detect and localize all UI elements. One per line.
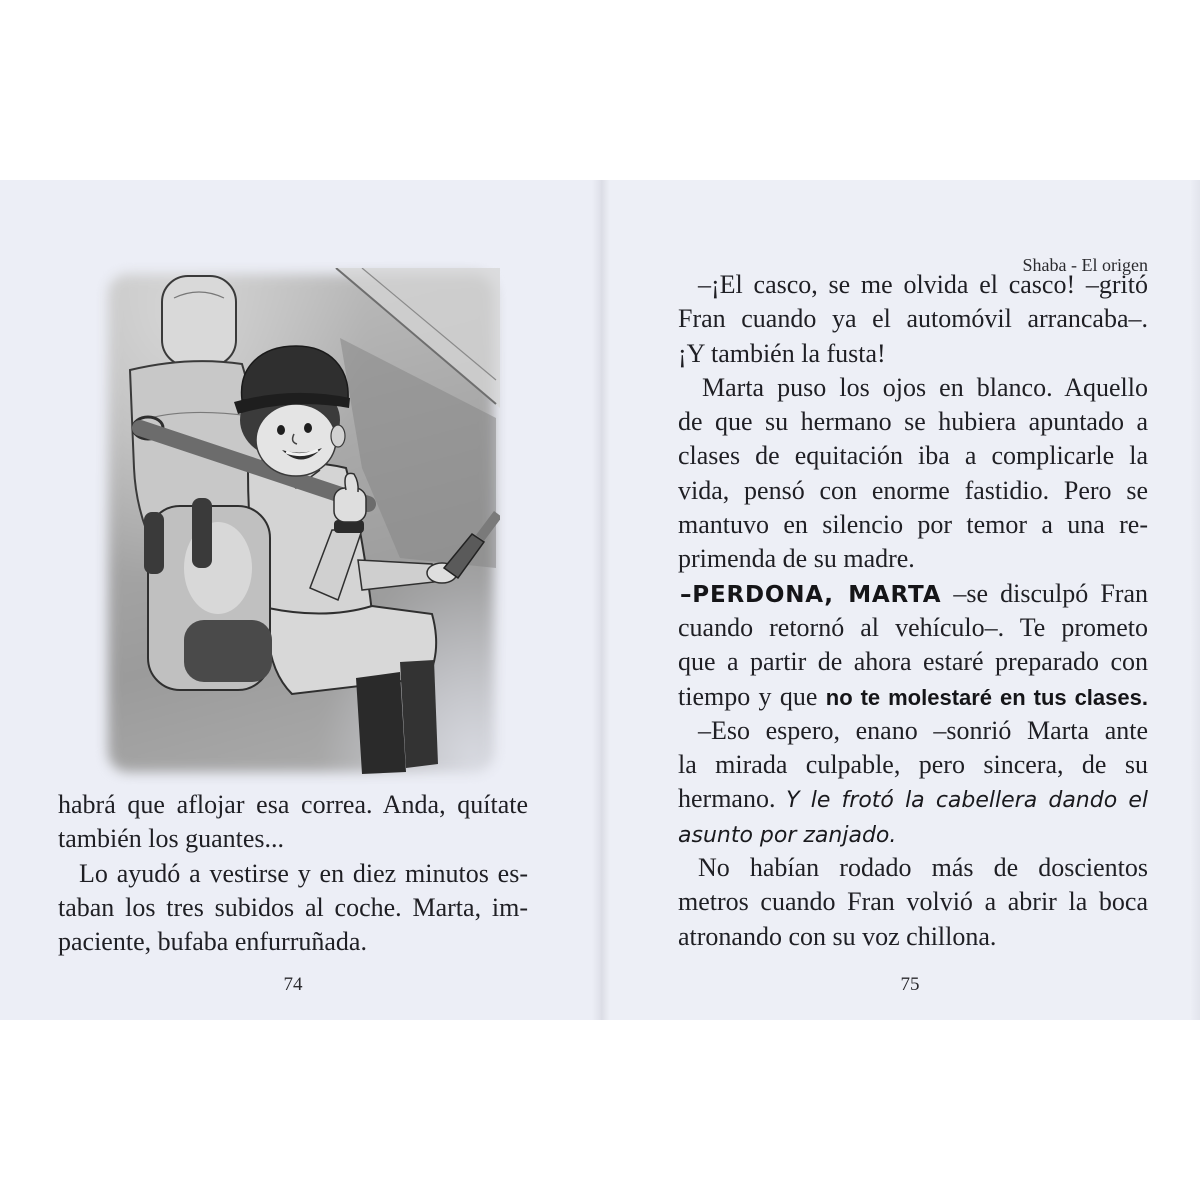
handwritten-text: asunto por zanjado. — [678, 822, 897, 848]
text-line: clases de equitación iba a complicarle la — [678, 441, 1148, 471]
text-line: taban los tres subidos al coche. Marta, im- — [58, 892, 528, 922]
backpack-strap — [192, 498, 212, 568]
boy-ear — [331, 425, 345, 447]
text-line: también los guantes... — [58, 824, 285, 854]
boy-boot-right — [400, 660, 438, 768]
text-line — [678, 782, 1148, 816]
running-head: Shaba - El origen — [1022, 255, 1148, 275]
text-line: paciente, bufaba enfurruñada. — [58, 927, 367, 957]
text-line: habrá que aflojar esa correa. Anda, quítate — [58, 790, 528, 819]
backpack-strap — [144, 512, 164, 574]
text-segment: tiempo y que — [678, 681, 826, 711]
text-line — [678, 680, 1148, 714]
backpack — [144, 498, 272, 690]
text-line: Fran cuando ya el automóvil arrancaba–. — [678, 304, 1148, 334]
page-edge-shadow — [1190, 180, 1200, 1020]
boy-fist — [334, 488, 366, 522]
illustration — [100, 268, 500, 778]
text-line: cuando retornó al vehículo–. Te prometo — [678, 612, 1148, 642]
text-line: No habían rodado más de doscientos — [698, 853, 1148, 883]
gutter-shadow — [592, 180, 610, 1020]
text-segment: hermano. — [678, 784, 787, 814]
headrest — [162, 276, 236, 366]
boy-eye — [277, 425, 285, 435]
text-line: metros cuando Fran volvió a abrir la boca — [678, 887, 1148, 917]
page-number: 74 — [283, 974, 303, 995]
text-segment: –se disculpó Fran — [941, 578, 1148, 608]
text-line: que a partir de ahora estaré preparado con — [678, 647, 1148, 677]
handwritten-text: Y le frotó la cabellera dando el — [786, 788, 1148, 814]
text-line: de que su hermano se hubiera apuntado a — [678, 407, 1148, 437]
boy-extended-arm — [358, 560, 434, 590]
shouted-dialogue: –PERDONA, MARTA — [680, 581, 942, 608]
boy-boot-left — [356, 672, 406, 774]
text-line — [678, 577, 1148, 611]
emphasized-text: no te molestaré en tus clases. — [825, 684, 1148, 710]
left-page-text — [58, 788, 528, 959]
text-line: Marta puso los ojos en blanco. Aquello — [702, 372, 1148, 402]
text-line: ¡Y también la fusta! — [678, 338, 886, 368]
backpack-pocket — [184, 620, 272, 682]
right-page-text — [678, 268, 1148, 954]
boy-eye — [304, 423, 312, 433]
text-line: –¡El casco, se me olvida el casco! –gritó — [698, 270, 1148, 299]
text-line: la mirada culpable, pero sincera, de su — [678, 750, 1148, 780]
text-line: –Eso espero, enano –sonrió Marta ante — [698, 715, 1148, 745]
text-line: vida, pensó con enorme fastidio. Pero se — [678, 475, 1148, 505]
page-number: 75 — [900, 974, 920, 995]
text-line: mantuvo en silencio por temor a una re- — [678, 510, 1148, 540]
text-line: primenda de su madre. — [678, 544, 915, 574]
boy-thumb — [345, 473, 358, 492]
riding-helmet — [242, 346, 349, 400]
text-line: Lo ayudó a vestirse y en diez minutos es- — [79, 858, 528, 888]
text-line: atronando con su voz chillona. — [678, 921, 997, 951]
text-line — [678, 817, 1148, 851]
boy-face — [256, 404, 336, 476]
